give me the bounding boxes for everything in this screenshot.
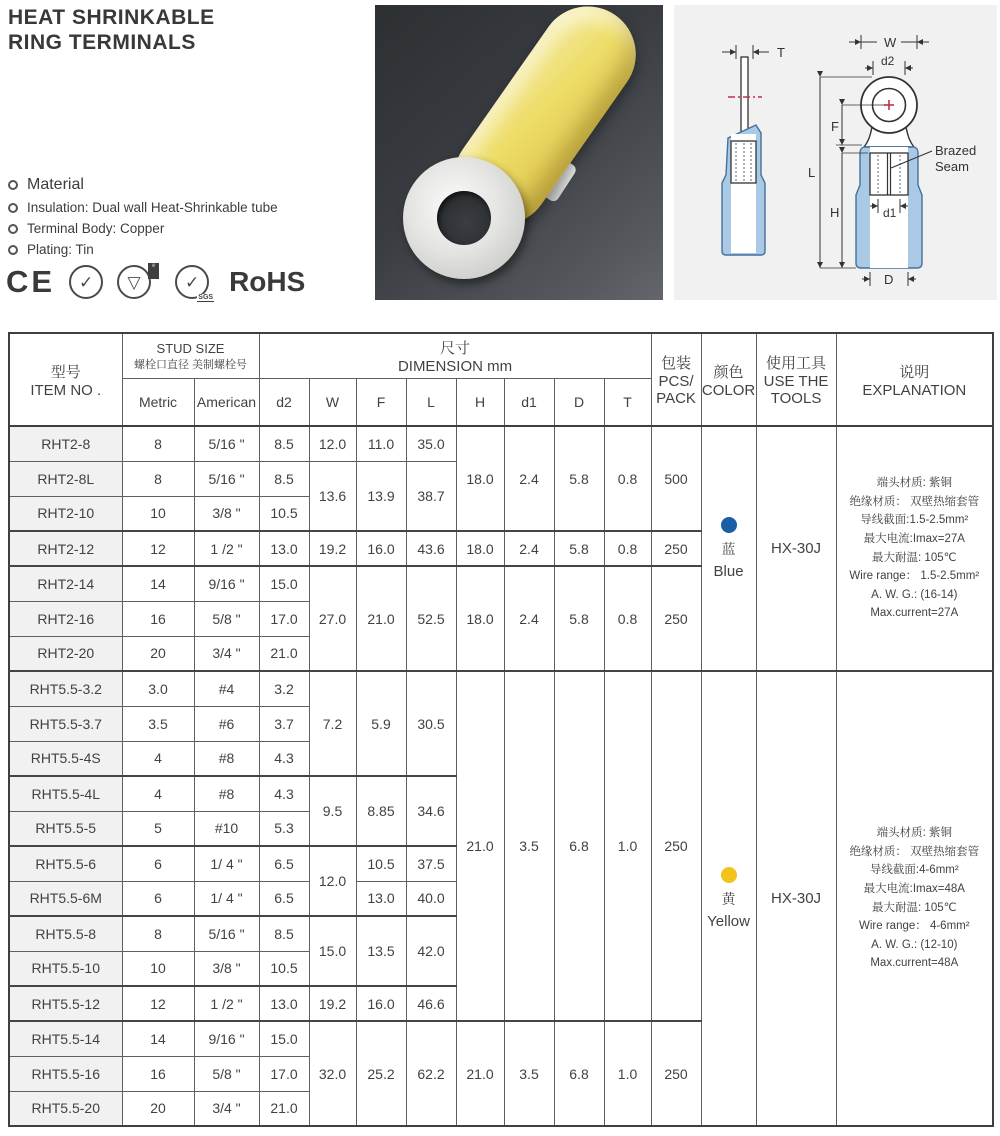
value-cell: 3/4 " <box>194 636 259 671</box>
value-cell: 20 <box>122 1091 194 1126</box>
color-cell <box>701 671 756 1126</box>
explanation-line: A. W. G.: (16-14) <box>871 588 958 601</box>
value-cell: 3.5 <box>122 706 194 741</box>
iso-ukas-badge-icon <box>117 263 156 299</box>
tools-zh: 使用工具 <box>766 355 827 372</box>
material-heading-row <box>8 176 278 194</box>
value-cell: 46.6 <box>406 986 456 1021</box>
value-cell: #8 <box>194 741 259 776</box>
tools-l3: TOOLS <box>770 390 822 407</box>
value-cell: 11.0 <box>356 426 406 461</box>
dim-label-f: F <box>831 119 839 134</box>
material-heading: Material <box>27 176 84 193</box>
value-cell: 15.0 <box>259 1021 309 1056</box>
diagram-svg <box>674 5 997 300</box>
item-no-cell: RHT5.5-5 <box>9 811 122 846</box>
weee-badge-icon <box>69 265 103 299</box>
value-cell: 250 <box>651 1021 701 1126</box>
value-cell: 4 <box>122 741 194 776</box>
value-cell: 8.5 <box>259 426 309 461</box>
value-cell: 14 <box>122 566 194 601</box>
explanation-line: Wire range： 4-6mm² <box>859 920 970 933</box>
item-no-cell: RHT5.5-4S <box>9 741 122 776</box>
value-cell: 6.8 <box>554 671 604 1021</box>
page-title <box>8 6 215 56</box>
value-cell: 8.85 <box>356 776 406 846</box>
col-header-h: H <box>456 379 504 427</box>
value-cell: 25.2 <box>356 1021 406 1126</box>
col-header-tools <box>756 333 836 426</box>
col-header-pack <box>651 333 701 426</box>
material-item-row <box>8 200 278 215</box>
item-no-cell: RHT5.5-6M <box>9 881 122 916</box>
color-name-zh: 蓝 <box>721 541 736 557</box>
explanation-line: 端头材质: 紫铜 <box>876 827 952 839</box>
value-cell: 12 <box>122 531 194 566</box>
value-cell: 21.0 <box>356 566 406 671</box>
table-row <box>9 426 993 461</box>
ring-hole <box>437 191 491 245</box>
value-cell: 17.0 <box>259 1056 309 1091</box>
dim-label-d2: d2 <box>881 54 895 68</box>
bullet-icon <box>8 203 18 213</box>
value-cell: 12.0 <box>309 426 356 461</box>
tool-cell: HX-30J <box>756 426 836 671</box>
value-cell: 0.8 <box>604 531 651 566</box>
value-cell: #10 <box>194 811 259 846</box>
col-header-d2: d2 <box>259 379 309 427</box>
value-cell: 8.5 <box>259 461 309 496</box>
item-no-cell: RHT2-8L <box>9 461 122 496</box>
value-cell: 42.0 <box>406 916 456 986</box>
col-header-item-no <box>9 333 122 426</box>
explanation-line: 端头材质: 紫铜 <box>876 477 952 489</box>
value-cell: 8 <box>122 426 194 461</box>
stud-size-en: STUD SIZE <box>156 340 225 356</box>
value-cell: 5.8 <box>554 426 604 531</box>
value-cell: 10 <box>122 951 194 986</box>
item-no-cell: RHT5.5-3.2 <box>9 671 122 706</box>
material-item-row <box>8 242 278 257</box>
material-item-row <box>8 221 278 236</box>
sgs-label: SGS <box>198 294 214 301</box>
value-cell: 1 /2 " <box>194 986 259 1021</box>
value-cell: 6 <box>122 846 194 881</box>
value-cell: 1/ 4 " <box>194 881 259 916</box>
explanation-line: Max.current=27A <box>870 607 959 620</box>
col-header-color <box>701 333 756 426</box>
value-cell: 30.5 <box>406 671 456 776</box>
value-cell: #8 <box>194 776 259 811</box>
value-cell: 9.5 <box>309 776 356 846</box>
value-cell: 9/16 " <box>194 1021 259 1056</box>
table-row <box>9 671 993 706</box>
value-cell: 5 <box>122 811 194 846</box>
rohs-label: RoHS <box>229 266 306 297</box>
brazed-seam-label-2: Seam <box>935 159 969 174</box>
dimension-en: DIMENSION mm <box>397 358 513 375</box>
value-cell: 6.5 <box>259 881 309 916</box>
value-cell: 16 <box>122 1056 194 1091</box>
yellow-dot-icon <box>721 867 737 883</box>
value-cell: 4.3 <box>259 741 309 776</box>
color-zh: 颜色 <box>713 363 744 381</box>
pack-l2: PCS/ <box>658 373 694 390</box>
value-cell: 13.6 <box>309 461 356 531</box>
col-header-dimension <box>259 333 651 379</box>
value-cell: 2.4 <box>504 566 554 671</box>
item-no-cell: RHT2-10 <box>9 496 122 531</box>
explanation-line: 绝缘材质： 双壁热缩套管 <box>849 845 980 858</box>
col-header-w: W <box>309 379 356 427</box>
value-cell: 20 <box>122 636 194 671</box>
spec-table <box>8 332 994 1127</box>
explanation-zh: 说明 <box>899 363 930 381</box>
item-no-cell: RHT5.5-12 <box>9 986 122 1021</box>
brazed-seam-label-1: Brazed <box>935 143 977 158</box>
explanation-en: EXPLANATION <box>862 381 967 399</box>
col-header-t: T <box>604 379 651 427</box>
material-section <box>8 176 278 263</box>
value-cell: 35.0 <box>406 426 456 461</box>
value-cell: 38.7 <box>406 461 456 531</box>
item-no-en: ITEM NO . <box>30 381 102 399</box>
value-cell: 8.5 <box>259 916 309 951</box>
blue-dot-icon <box>721 517 737 533</box>
value-cell: 15.0 <box>259 566 309 601</box>
value-cell: 18.0 <box>456 426 504 531</box>
explanation-line: 绝缘材质： 双壁热缩套管 <box>849 495 980 508</box>
explanation-line: 最大耐温: 105℃ <box>872 551 957 564</box>
col-header-f: F <box>356 379 406 427</box>
value-cell: 62.2 <box>406 1021 456 1126</box>
value-cell: 5.8 <box>554 531 604 566</box>
value-cell: 1.0 <box>604 671 651 1021</box>
material-item: Plating: Tin <box>27 242 94 257</box>
color-name-en: Yellow <box>707 913 750 930</box>
value-cell: 1/ 4 " <box>194 846 259 881</box>
ce-mark-icon: CE <box>6 264 56 299</box>
item-no-zh: 型号 <box>50 363 81 381</box>
value-cell: 21.0 <box>259 1091 309 1126</box>
dimension-diagram <box>674 5 997 300</box>
value-cell: 32.0 <box>309 1021 356 1126</box>
sgs-badge-icon <box>175 265 214 301</box>
item-no-cell: RHT5.5-4L <box>9 776 122 811</box>
value-cell: 13.0 <box>259 986 309 1021</box>
item-no-cell: RHT5.5-3.7 <box>9 706 122 741</box>
item-no-cell: RHT5.5-8 <box>9 916 122 951</box>
item-no-cell: RHT2-16 <box>9 601 122 636</box>
explanation-cell <box>836 426 993 671</box>
value-cell: 3/8 " <box>194 951 259 986</box>
value-cell: 3/4 " <box>194 1091 259 1126</box>
value-cell: 18.0 <box>456 531 504 566</box>
value-cell: 1.0 <box>604 1021 651 1126</box>
stud-size-zh: 螺栓口直径 美制螺栓号 <box>133 358 248 371</box>
value-cell: 250 <box>651 531 701 566</box>
explanation-line: 最大电流:Imax=48A <box>863 882 965 895</box>
value-cell: 16.0 <box>356 531 406 566</box>
bullet-icon <box>8 180 18 190</box>
value-cell: 0.8 <box>604 566 651 671</box>
value-cell: 2.4 <box>504 531 554 566</box>
item-no-cell: RHT5.5-20 <box>9 1091 122 1126</box>
color-name-en: Blue <box>713 563 744 580</box>
col-header-d: D <box>554 379 604 427</box>
value-cell: #4 <box>194 671 259 706</box>
dim-label-d1: d1 <box>883 206 897 220</box>
certification-row <box>6 262 305 302</box>
value-cell: 10.5 <box>259 496 309 531</box>
item-no-cell: RHT2-8 <box>9 426 122 461</box>
value-cell: 8 <box>122 461 194 496</box>
value-cell: 3.5 <box>504 671 554 1021</box>
value-cell: 21.0 <box>456 671 504 1021</box>
tools-l2: USE THE <box>763 373 829 390</box>
title-line-2: RING TERMINALS <box>8 30 196 54</box>
value-cell: 3.5 <box>504 1021 554 1126</box>
value-cell: 3.0 <box>122 671 194 706</box>
value-cell: 13.5 <box>356 916 406 986</box>
value-cell: 16 <box>122 601 194 636</box>
value-cell: 250 <box>651 566 701 671</box>
item-no-cell: RHT5.5-10 <box>9 951 122 986</box>
product-photo <box>375 5 663 300</box>
value-cell: 3/8 " <box>194 496 259 531</box>
check-icon: ✓ <box>184 272 200 292</box>
value-cell: 27.0 <box>309 566 356 671</box>
tool-cell: HX-30J <box>756 671 836 1126</box>
title-line-1: HEAT SHRINKABLE <box>8 6 215 29</box>
value-cell: 21.0 <box>259 636 309 671</box>
explanation-line: A. W. G.: (12-10) <box>871 938 958 951</box>
value-cell: 43.6 <box>406 531 456 566</box>
item-no-cell: RHT2-20 <box>9 636 122 671</box>
value-cell: 5.8 <box>554 566 604 671</box>
color-cell <box>701 426 756 671</box>
value-cell: 0.8 <box>604 426 651 531</box>
value-cell: 13.0 <box>356 881 406 916</box>
value-cell: 5.9 <box>356 671 406 776</box>
explanation-line: Max.current=48A <box>870 957 959 970</box>
value-cell: 13.0 <box>259 531 309 566</box>
value-cell: 5/16 " <box>194 461 259 496</box>
value-cell: 250 <box>651 671 701 1021</box>
bullet-icon <box>8 245 18 255</box>
value-cell: 10.5 <box>259 951 309 986</box>
value-cell: 15.0 <box>309 916 356 986</box>
value-cell: 3.7 <box>259 706 309 741</box>
explanation-line: 最大耐温: 105℃ <box>872 901 957 914</box>
triangle-icon: ▽ <box>127 272 141 292</box>
value-cell: 14 <box>122 1021 194 1056</box>
value-cell: 5/8 " <box>194 601 259 636</box>
col-header-explanation <box>836 333 993 426</box>
value-cell: 40.0 <box>406 881 456 916</box>
item-no-cell: RHT5.5-14 <box>9 1021 122 1056</box>
dim-label-d: D <box>884 272 894 287</box>
value-cell: 6 <box>122 881 194 916</box>
value-cell: 500 <box>651 426 701 531</box>
dim-label-w: W <box>884 35 897 50</box>
value-cell: 12.0 <box>309 846 356 916</box>
color-en: COLOR <box>701 381 756 399</box>
value-cell: 34.6 <box>406 776 456 846</box>
value-cell: 4 <box>122 776 194 811</box>
explanation-cell <box>836 671 993 1126</box>
col-header-d1: d1 <box>504 379 554 427</box>
item-no-cell: RHT2-12 <box>9 531 122 566</box>
value-cell: 5/8 " <box>194 1056 259 1091</box>
check-icon: ✓ <box>78 272 94 292</box>
value-cell: 10.5 <box>356 846 406 881</box>
dim-label-l: L <box>808 165 816 180</box>
value-cell: #6 <box>194 706 259 741</box>
col-header-metric: Metric <box>122 379 194 427</box>
ring-terminal <box>403 157 525 279</box>
value-cell: 19.2 <box>309 531 356 566</box>
col-header-l: L <box>406 379 456 427</box>
col-header-american: American <box>194 379 259 427</box>
value-cell: 6.8 <box>554 1021 604 1126</box>
explanation-line: 最大电流:Imax=27A <box>863 532 965 545</box>
dim-label-h: H <box>830 205 840 220</box>
value-cell: 1 /2 " <box>194 531 259 566</box>
value-cell: 52.5 <box>406 566 456 671</box>
dimension-zh: 尺寸 <box>440 340 471 357</box>
value-cell: 5/16 " <box>194 426 259 461</box>
item-no-cell: RHT5.5-6 <box>9 846 122 881</box>
explanation-line: Wire range： 1.5-2.5mm² <box>849 570 980 583</box>
pack-zh: 包装 <box>661 355 692 372</box>
value-cell: 21.0 <box>456 1021 504 1126</box>
value-cell: 8 <box>122 916 194 951</box>
value-cell: 13.9 <box>356 461 406 531</box>
color-name-zh: 黄 <box>721 891 736 907</box>
col-header-stud-size <box>122 333 259 379</box>
item-no-cell: RHT2-14 <box>9 566 122 601</box>
value-cell: 5.3 <box>259 811 309 846</box>
value-cell: 6.5 <box>259 846 309 881</box>
value-cell: 18.0 <box>456 566 504 671</box>
item-no-cell: RHT5.5-16 <box>9 1056 122 1091</box>
material-item: Insulation: Dual wall Heat-Shrinkable tube <box>27 200 278 215</box>
value-cell: 3.2 <box>259 671 309 706</box>
explanation-line: 导线截面:1.5-2.5mm² <box>860 514 969 527</box>
value-cell: 9/16 " <box>194 566 259 601</box>
value-cell: 2.4 <box>504 426 554 531</box>
value-cell: 5/16 " <box>194 916 259 951</box>
material-item: Terminal Body: Copper <box>27 221 165 236</box>
value-cell: 19.2 <box>309 986 356 1021</box>
value-cell: 17.0 <box>259 601 309 636</box>
dim-label-t: T <box>777 45 785 60</box>
value-cell: 16.0 <box>356 986 406 1021</box>
pack-l3: PACK <box>656 390 696 407</box>
bullet-icon <box>8 224 18 234</box>
value-cell: 37.5 <box>406 846 456 881</box>
value-cell: 7.2 <box>309 671 356 776</box>
value-cell: 10 <box>122 496 194 531</box>
value-cell: 12 <box>122 986 194 1021</box>
value-cell: 4.3 <box>259 776 309 811</box>
explanation-line: 导线截面:4-6mm² <box>869 864 959 877</box>
ukas-tab-icon: ♕ <box>148 263 159 279</box>
